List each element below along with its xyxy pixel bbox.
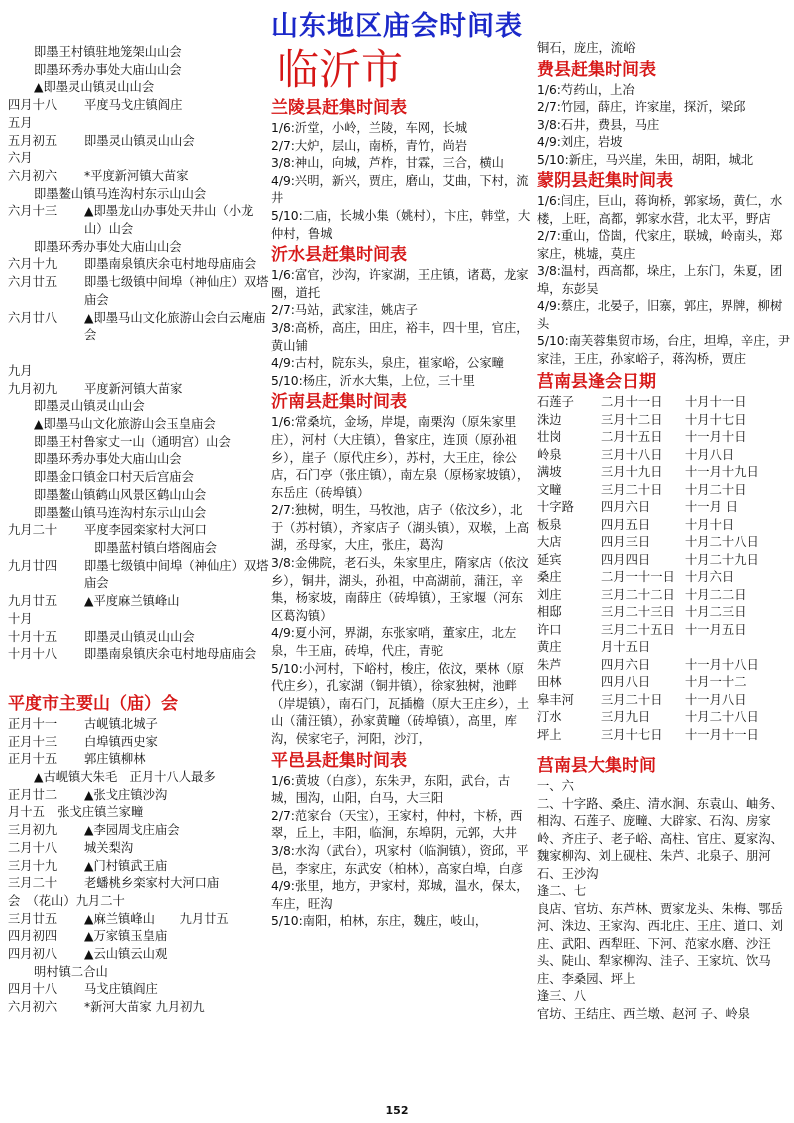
fair-row [537, 639, 791, 657]
event-text: 平度新河镇大苗家 [84, 381, 183, 396]
town-name: 相邸 [537, 605, 562, 619]
event-text: 平度李园栾家村大河口 [84, 523, 207, 538]
date-label: 六月 [8, 151, 33, 166]
event-text: ▲万家镇玉皇庙 [84, 929, 168, 944]
spring-date: 四月六日 [601, 657, 651, 672]
date-label: 正月十五 [8, 752, 58, 767]
event-text: 城关梨沟 [84, 840, 134, 855]
spring-date: 三月二十日 [601, 482, 663, 497]
autumn-date: 十一月 日 [685, 500, 739, 514]
autumn-date: 十月十七日 [685, 412, 747, 427]
fair-row [537, 552, 791, 570]
market-line: 逢二、七 [537, 884, 587, 898]
schedule-row [8, 911, 270, 929]
event-text: 白埠镇西史家 [84, 734, 158, 749]
schedule-row [8, 946, 270, 964]
schedule-row [8, 928, 270, 946]
section-heading: 蒙阴县赶集时间表 [537, 171, 673, 191]
town-name: 桑庄 [537, 570, 562, 584]
spring-date: 四月八日 [601, 675, 651, 689]
autumn-date: 十月一十二 [685, 675, 747, 689]
town-name: 许口 [537, 622, 562, 637]
fair-row [537, 657, 791, 675]
column-feixian-junan [537, 40, 791, 1023]
town-name: 洙边 [537, 412, 562, 427]
column-jimo-pingdu [8, 44, 270, 1017]
event-text: ▲平度麻兰镇峰山 [84, 594, 180, 609]
spring-date: 二月一十一日 [601, 570, 675, 584]
event-text [84, 150, 270, 168]
event-text [143, 804, 270, 822]
market-line: 5/10:小河村，下峪村，梭庄，依汶，栗林（原代庄乡），孔家湖（铜井镇），徐家独树，池畔（岸堤镇），南石门，瓦插檐（原大王庄乡），土山（蒲汪镇），孙家黄疃（砖埠镇），高里，库沟，侯家宅子，河阳，沙汀， [271, 661, 530, 746]
town-name: 刘庄 [537, 587, 562, 602]
autumn-date: 十一月五日 [685, 622, 747, 637]
event-text: ▲李园周戈庄庙会 [84, 823, 180, 838]
autumn-date: 十月二二日 [685, 587, 747, 602]
page-number: 152 [385, 1104, 409, 1117]
event-text: 即墨灵山镇灵山山会 [84, 133, 195, 148]
autumn-date: 十一月八日 [685, 692, 747, 707]
town-name: 壮岗 [537, 430, 562, 444]
market-line: 4/9:兴明，新兴，贾庄，磨山，艾曲，下村，流井 [271, 173, 529, 206]
date-label: 正月十三 [8, 734, 58, 749]
event-text: 即墨南泉镇庆余屯村地母庙庙会 [84, 647, 257, 662]
date-label: 五月初五 [8, 133, 58, 148]
schedule-row [8, 522, 270, 540]
town-name: 满坡 [537, 465, 562, 479]
event-text: ▲麻兰镇峰山 九月廿五 [84, 911, 229, 926]
date-label: 正月廿二 [8, 787, 58, 802]
market-line: 5/10:杨庄，沂水大集，上位，三十里 [271, 373, 475, 388]
market-line: 2/7:竹园，薛庄，许家崖，探沂，梁邱 [537, 100, 746, 114]
fair-row [537, 622, 791, 640]
spring-date: 四月六日 [601, 500, 651, 514]
text-line: 即墨蓝村镇白塔阁庙会 [94, 540, 217, 555]
text-line: 即墨鳌山镇马连沟村东示山山会 [34, 505, 207, 520]
event-text: 即墨灵山镇灵山山会 [84, 629, 195, 644]
market-line: 3/8:金佛院，老石头，朱家里庄，隋家店（依汶乡），铜井，湖头，孙祖，中高湖前，蒲汪，辛集，杨家坡，南薛庄（砖埠镇），王家堰（河东区葛沟镇） [271, 556, 529, 623]
schedule-row [8, 646, 270, 664]
date-label: 六月初六 [8, 168, 58, 183]
section-heading: 费县赶集时间表 [537, 59, 656, 80]
spring-date: 三月九日 [601, 710, 651, 724]
town-name: 石莲子 [537, 395, 574, 409]
page-title: 山东地区庙会时间表 [271, 11, 523, 42]
autumn-date: 十一月十八日 [685, 657, 759, 672]
schedule-row [8, 858, 270, 876]
market-line: 5/10:新庄，马兴崖，朱田，胡阳，城北 [537, 152, 754, 167]
town-name: 汀水 [537, 710, 562, 724]
town-name: 朱芦 [537, 657, 562, 672]
spring-date: 二月十五日 [601, 430, 663, 444]
date-label: 六月廿八 [8, 310, 58, 325]
fair-row [537, 464, 791, 482]
date-label: 九月初九 [8, 381, 58, 396]
spring-date: 二月十一日 [601, 395, 663, 409]
town-name: 岭泉 [537, 447, 562, 462]
fair-row [537, 604, 791, 622]
date-label: 四月十八 [8, 982, 58, 997]
spring-date: 四月四日 [601, 552, 651, 567]
date-label: 三月十九 [8, 858, 58, 873]
city-heading: 临沂市 [277, 45, 404, 94]
market-line: 3/8:高桥，高庄，田庄，裕丰，四十里，官庄，黄山铺 [271, 320, 529, 353]
spring-date: 四月五日 [601, 517, 651, 532]
date-label: 六月十三 [8, 204, 58, 219]
schedule-row [8, 115, 270, 133]
event-text: *新河大苗家 九月初九 [84, 1000, 205, 1015]
autumn-date: 十月十日 [685, 517, 735, 532]
section-heading: 沂南县赶集时间表 [271, 392, 407, 413]
fair-row [537, 482, 791, 500]
text-line: ▲即墨灵山镇灵山山会 [34, 80, 155, 95]
event-text: 即墨七级镇中间埠（神仙庄）双塔庙会 [84, 275, 269, 307]
autumn-date: 十月二三日 [685, 605, 747, 619]
pingdu-heading: 平度市主要山（庙）会 [8, 693, 178, 714]
schedule-row [8, 840, 270, 858]
market-line: 4/9:张里，地方，尹家村，郑城，温水，保太，车庄，旺沟 [271, 879, 529, 911]
market-line: 3/8:神山，向城，芦柞，甘霖，三合，横山 [271, 156, 504, 171]
date-label: 九月廿四 [8, 558, 58, 573]
town-name: 十字路 [537, 500, 574, 514]
date-label: 十月十八 [8, 647, 58, 662]
market-line: 1/6:黄坡（白彦），东朱尹，东阳，武台，古城，围沟，山阳，白马，大三阳 [271, 773, 511, 806]
text-line: 会 （花山）九月二十 [8, 893, 125, 908]
market-line: 5/10:南芙蓉集贸市场，台庄，坦埠，辛庄，尹家洼，王庄，孙家峪子，蒋沟桥，贾庄 [537, 334, 791, 366]
event-text [84, 611, 270, 629]
autumn-date: 十月二十八日 [685, 710, 759, 724]
market-line: 3/8:水沟（武台），巩家村（临涧镇），资邱，平邑，李家庄，东武安（柏林），高家白埠，白彦 [271, 843, 529, 876]
text-line: 即墨灵山镇灵山山会 [34, 399, 145, 414]
fair-row [537, 727, 791, 745]
date-label: 四月初四 [8, 929, 58, 944]
date-label: 四月初八 [8, 947, 58, 962]
event-text: ▲张戈庄镇沙沟 [84, 787, 168, 802]
date-label: 六月廿五 [8, 275, 58, 290]
text-line: 即墨鳌山镇马连沟村东示山山会 [34, 186, 207, 201]
text-line: 即墨环秀办事处大庙山山会 [34, 452, 182, 467]
fair-row [537, 674, 791, 692]
event-text: ▲即墨龙山办事处天井山（小龙山）山会 [84, 204, 254, 237]
schedule-row [8, 256, 270, 274]
schedule-row [8, 97, 270, 115]
town-name: 皋丰河 [537, 692, 574, 707]
schedule-row [8, 381, 270, 399]
market-line: 4/9:刘庄，岩坡 [537, 135, 623, 149]
date-label: 三月廿五 [8, 911, 58, 926]
text-line: 即墨王村鲁家丈一山（通明宫）山会 [34, 434, 231, 449]
schedule-row [8, 168, 270, 186]
fair-row [537, 692, 791, 710]
spring-date: 三月十二日 [601, 412, 663, 427]
event-text: 即墨南泉镇庆余屯村地母庙庙会 [84, 257, 257, 272]
date-label: 五月 [8, 115, 33, 130]
market-line: 4/9:夏小河，界湖，东张家哨，董家庄，北左泉，牛王庙，砖埠，代庄，青驼 [271, 626, 517, 659]
autumn-date: 十月二十八日 [685, 535, 759, 549]
spring-date: 三月十九日 [601, 465, 663, 479]
spring-date: 三月二十日 [601, 692, 663, 707]
market-line: 2/7:大炉，层山，南桥，青竹，尚岩 [271, 138, 468, 153]
spring-date: 三月二十二日 [601, 587, 675, 602]
text-line: 即墨环秀办事处大庙山山会 [34, 239, 182, 254]
spring-date: 月十五日 [601, 640, 651, 654]
town-name: 田林 [537, 675, 562, 689]
event-text: 老蟠桃乡栾家村大河口庙 [84, 876, 220, 891]
spring-date: 三月十八日 [601, 447, 663, 462]
schedule-row [8, 875, 270, 893]
schedule-row [8, 274, 270, 309]
autumn-date: 十月八日 [685, 447, 735, 462]
junan-market-heading: 莒南县大集时间 [537, 756, 656, 776]
autumn-date: 十月十一日 [685, 395, 747, 409]
text-line: 明村镇二合山 [34, 964, 108, 979]
spring-date: 三月二十三日 [601, 605, 675, 619]
date-label: 十月十五 [8, 629, 58, 644]
schedule-row [8, 734, 270, 752]
schedule-row [8, 611, 270, 629]
date-label: 三月二十 [8, 876, 58, 891]
autumn-date [685, 639, 791, 657]
autumn-date: 十一月十一日 [685, 727, 759, 742]
text-line: ▲古岘镇大朱毛 正月十八人最多 [34, 770, 216, 785]
market-line: 官坊、王结庄、西兰墩、赵河 子、岭泉 [537, 1006, 750, 1021]
section-heading: 平邑县赶集时间表 [271, 750, 407, 771]
event-text: 即墨七级镇中间埠（神仙庄）双塔庙会 [84, 558, 269, 591]
date-label: 月十五 张戈庄镇兰家疃 [8, 805, 144, 820]
event-text: 平度马戈庄镇阎庄 [84, 98, 183, 113]
event-text: 古岘镇北城子 [84, 716, 158, 731]
text-line: 即墨鳌山镇鹤山风景区鹤山山会 [34, 487, 207, 502]
event-text: 马戈庄镇阎庄 [84, 982, 158, 997]
fair-row [537, 709, 791, 727]
text-line: 即墨金口镇金口村天后宫庙会 [34, 470, 194, 485]
market-line: 1/6:富官，沙沟，许家湖，王庄镇，诸葛，龙家圈，道托 [271, 268, 529, 300]
schedule-row [8, 310, 270, 345]
autumn-date: 十一月十九日 [685, 465, 759, 479]
market-line: 2/7:范家台（天宝），王家村，仲村，卞桥，西翠，丘上，丰阳，临涧，东埠阴，元郭，大井 [271, 808, 523, 841]
market-line: 1/6:闫庄，巨山，蒋询桥，郭家场，黄仁，水楼，上旺，高都，郭家水营，北太平，野店 [537, 194, 783, 226]
market-line: 2/7:独树，明生，马牧池，店子（依汶乡），北于（苏村镇），齐家店子（湖头镇），双堠，上高湖，丞母家，大庄，张庄，葛沟 [271, 503, 530, 553]
market-line: 5/10:南阳，柏林，东庄，魏庄，岐山， [271, 914, 488, 929]
market-line: 1/6:芍药山，上冶 [537, 82, 635, 97]
date-label: 正月十一 [8, 716, 58, 731]
schedule-row [8, 751, 270, 769]
fair-row [537, 412, 791, 430]
spring-date: 三月二十五日 [601, 622, 675, 637]
fair-row [537, 394, 791, 412]
event-text: 郭庄镇柳林 [84, 752, 146, 767]
fair-row [537, 569, 791, 587]
market-line: 5/10:二庙，长城小集（姚村），卞庄，韩堂，大仲村，鲁城 [271, 208, 531, 241]
schedule-row [8, 716, 270, 734]
market-line: 良店、官坊、东芦林、贾家龙头、朱梅、鄂岳河、洙边、王家沟、西北庄、王庄、道口、刘庄、武阳、西犁旺、下河、范家水磨、沙汪头、陡山、犁家柳沟、洼子、王家坑、饮马庄、李桑园、坪上 [537, 901, 783, 986]
schedule-row [8, 133, 270, 151]
autumn-date: 十一月十日 [685, 430, 747, 444]
junan-fair-heading: 莒南县逢会日期 [537, 372, 656, 392]
schedule-row [8, 629, 270, 647]
date-label: 六月初六 [8, 1000, 58, 1015]
autumn-date: 十月二十九日 [685, 552, 759, 567]
date-label: 九月二十 [8, 523, 58, 538]
date-label: 六月十九 [8, 257, 58, 272]
event-text: *平度新河镇大苗家 [84, 168, 189, 183]
schedule-row [8, 822, 270, 840]
date-label: 四月十八 [8, 98, 58, 113]
text-line: 即墨王村镇驻地笼架山山会 [34, 45, 182, 59]
market-line: 4/9:古村，院东头，泉庄，崔家峪，公家疃 [271, 356, 504, 371]
fair-row [537, 587, 791, 605]
section-heading: 沂水县赶集时间表 [271, 245, 407, 266]
fair-row [537, 534, 791, 552]
town-name: 文疃 [537, 482, 562, 497]
schedule-row [8, 804, 270, 822]
fair-row [537, 447, 791, 465]
market-line: 3/8:石井，费县，马庄 [537, 117, 660, 132]
fair-row [537, 429, 791, 447]
month-label: 九月 [8, 363, 33, 378]
column-linyi [271, 44, 533, 931]
market-line: 逢三、八 [537, 989, 587, 1003]
schedule-row [8, 150, 270, 168]
schedule-row [8, 558, 270, 593]
schedule-row [8, 203, 270, 238]
market-line: 一、六 [537, 779, 574, 793]
event-text: ▲即墨马山文化旅游山会白云庵庙会 [84, 310, 266, 343]
autumn-date: 十月二十日 [685, 482, 747, 497]
date-label: 二月十八 [8, 840, 58, 855]
fair-row [537, 517, 791, 535]
spring-date: 三月十七日 [601, 727, 663, 742]
text-line: 铜石，庞庄，流峪 [537, 41, 636, 55]
fair-row [537, 499, 791, 517]
event-text: ▲门村镇武王庙 [84, 858, 168, 873]
town-name: 黄庄 [537, 640, 562, 654]
town-name: 坪上 [537, 727, 562, 742]
schedule-row [8, 981, 270, 999]
market-line: 2/7:重山，岱崮，代家庄，联城，岭南头，郑家庄，桃墟，莫庄 [537, 229, 783, 261]
schedule-row [8, 593, 270, 611]
schedule-row [8, 999, 270, 1017]
text-line: ▲即墨马山文化旅游山会玉皇庙会 [34, 417, 216, 432]
market-line: 1/6:常桑坑，金场，岸堤，南栗沟（原朱家里庄），河村（大庄镇），鲁家庄，连顶（原孙祖乡），崖子（原代庄乡），苏村，大王庄，徐公店，石门亭（张庄镇），南左泉（原杨家坡镇），东岳庄（砖埠镇） [271, 415, 530, 500]
event-text: ▲云山镇云山观 [84, 947, 168, 962]
date-label: 九月廿五 [8, 594, 58, 609]
market-line: 2/7:马站，武家洼，姚店子 [271, 303, 418, 318]
market-line: 4/9:蔡庄，北晏子，旧寨，郭庄，界牌，柳树头 [537, 299, 783, 331]
town-name: 板泉 [537, 517, 562, 532]
schedule-row [8, 787, 270, 805]
town-name: 大店 [537, 535, 562, 549]
market-line: 二、十字路、桑庄、清水涧、东袁山、岫务、相沟、石莲子、庞疃、大辟家、石沟、房家岭、齐庄子、老子峪、高柱、官庄、夏家沟、魏家柳沟、刘上砚柱、朱芦、北泉子、朋河石、王沙沟 [537, 796, 783, 881]
market-line: 1/6:沂堂，小岭，兰陵，车网，长城 [271, 121, 468, 135]
autumn-date: 十月六日 [685, 570, 735, 584]
event-text [84, 115, 270, 133]
town-name: 延宾 [537, 552, 562, 567]
market-line: 3/8:温村，西高都，垛庄，上东门，朱夏，团埠，东彭吴 [537, 264, 783, 296]
date-label: 三月初九 [8, 823, 58, 838]
section-heading: 兰陵县赶集时间表 [271, 98, 407, 118]
spring-date: 四月三日 [601, 535, 651, 549]
text-line: 即墨环秀办事处大庙山山会 [34, 62, 182, 77]
date-label: 十月 [8, 611, 33, 626]
